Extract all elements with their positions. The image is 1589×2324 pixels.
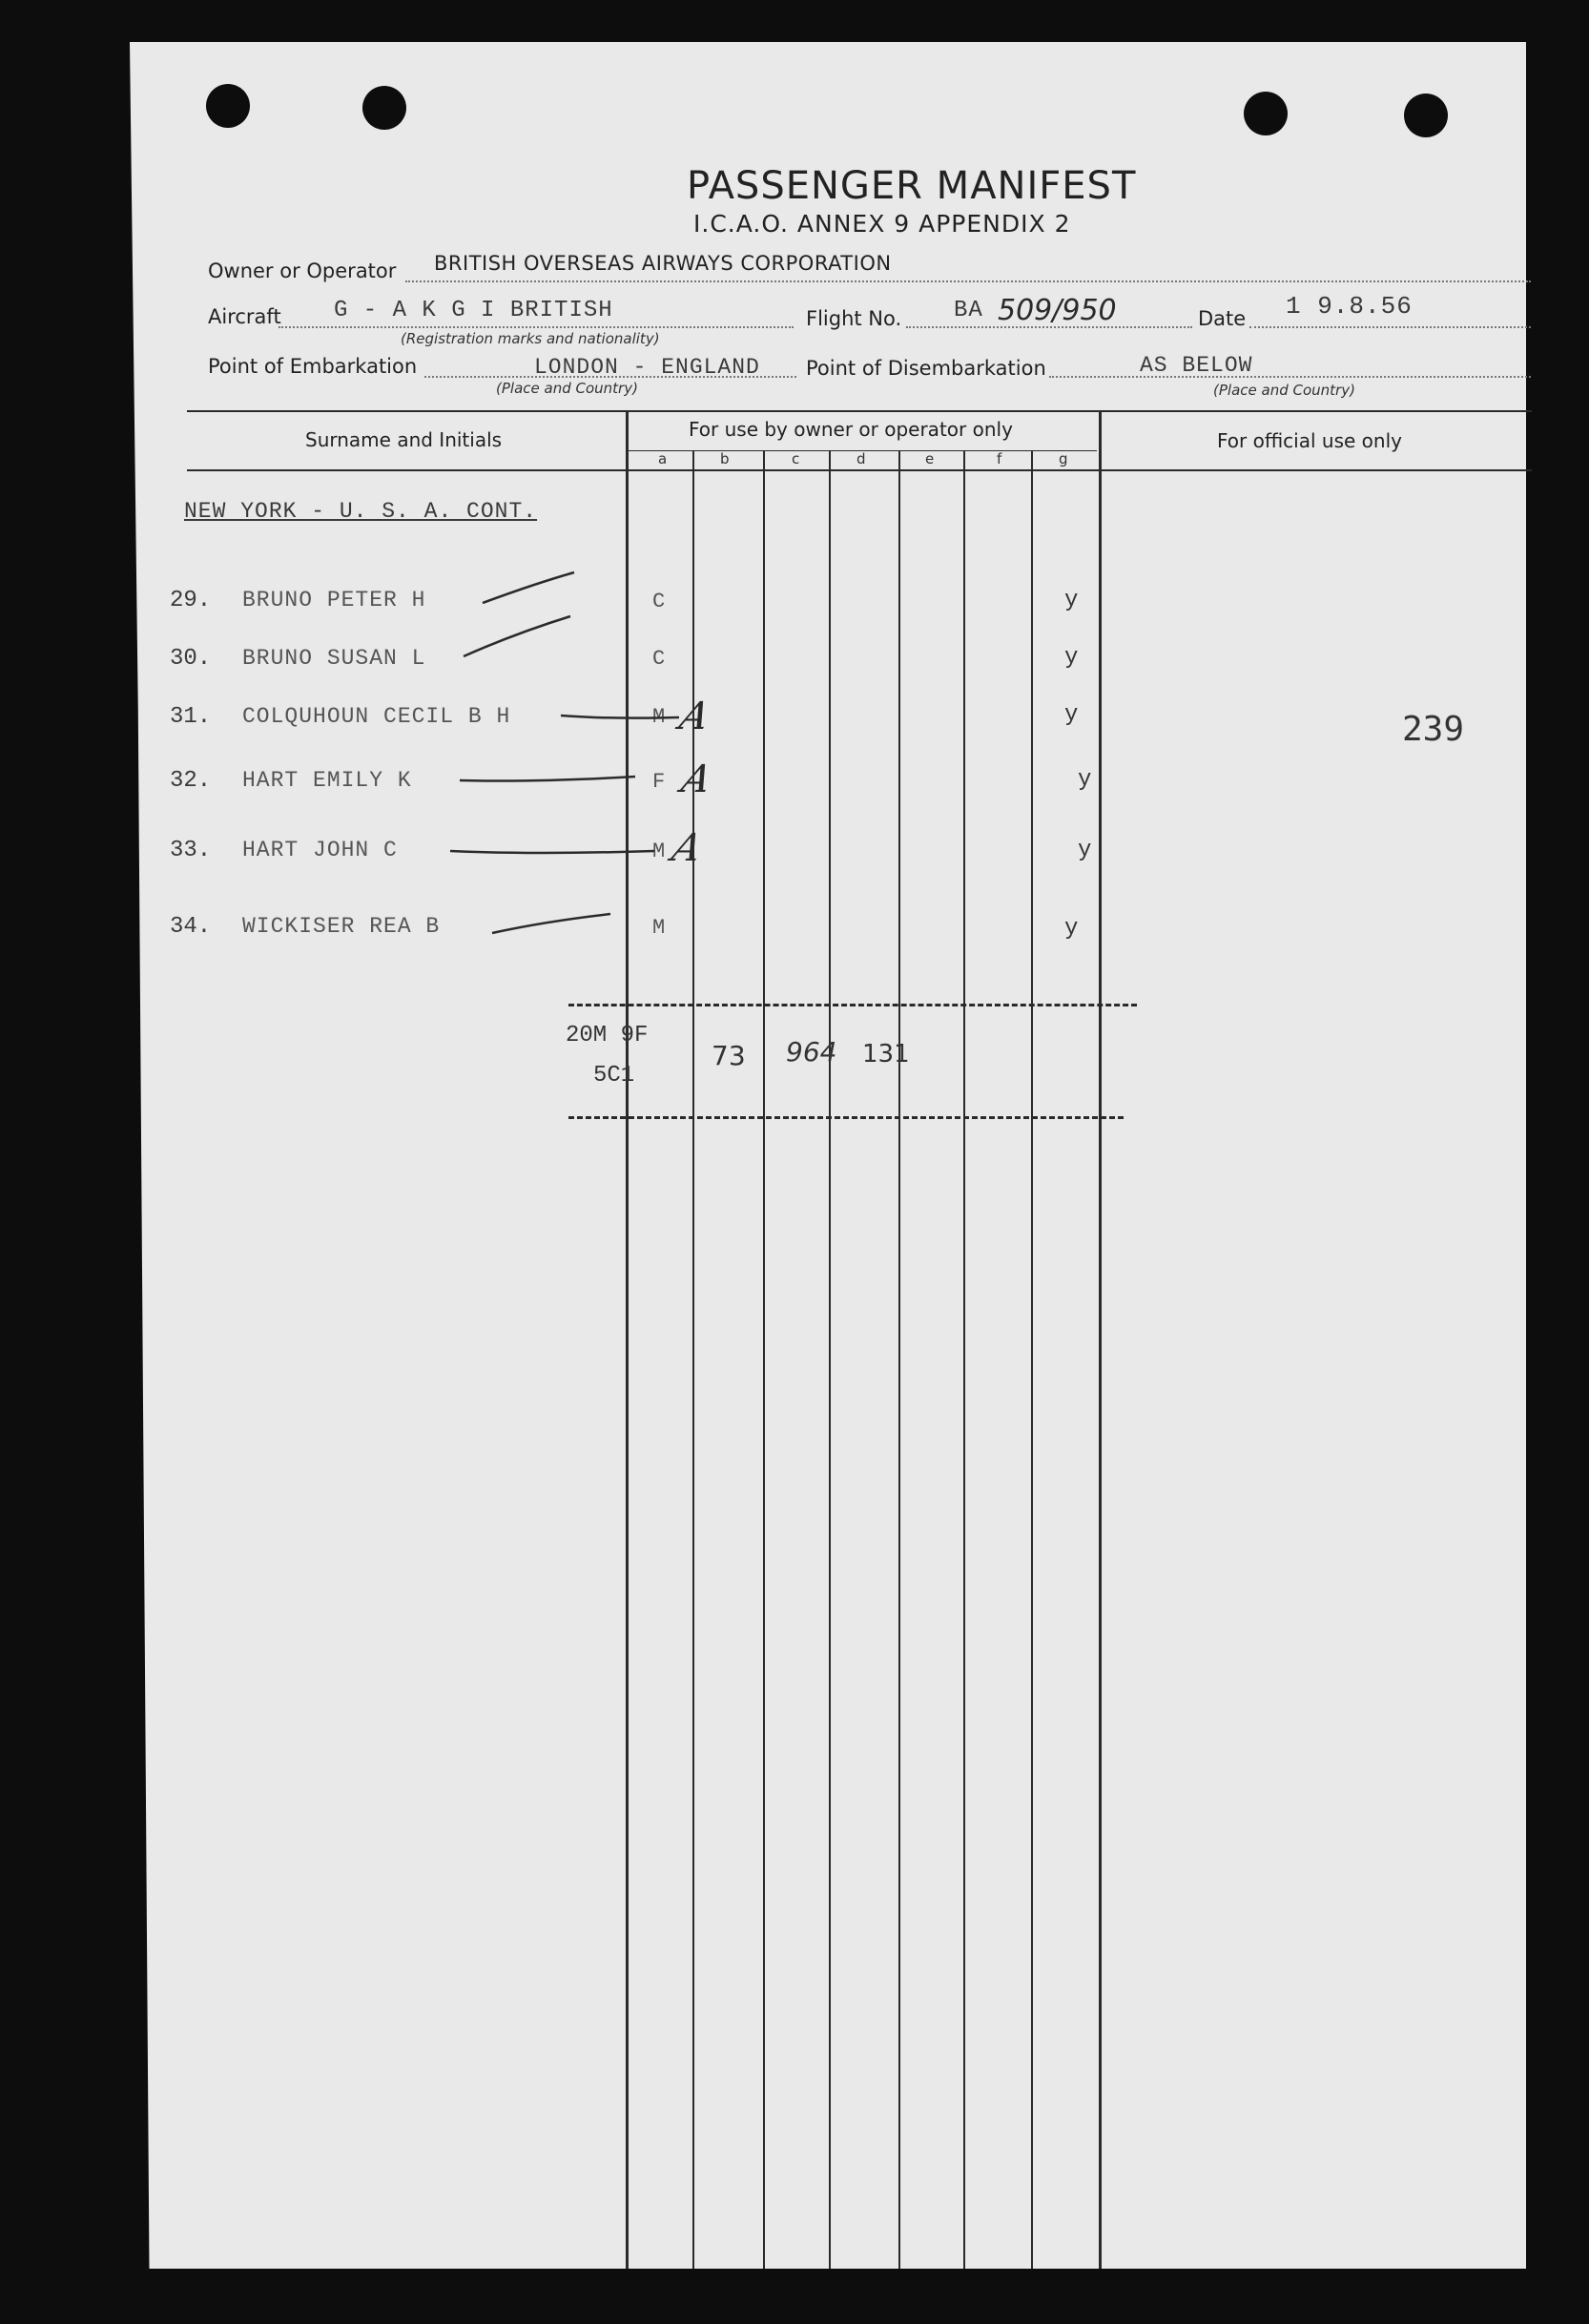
pen-stroke xyxy=(492,914,610,933)
row-number: 30. xyxy=(170,646,212,672)
totals-bottom-rule xyxy=(568,1116,1124,1119)
passenger-code: F xyxy=(652,770,666,794)
passenger-code: M xyxy=(652,840,666,863)
passenger-code: M xyxy=(652,705,666,729)
pen-stroke xyxy=(464,616,570,656)
registration-note: (Registration marks and nationality) xyxy=(401,330,660,347)
embarkation-note: (Place and Country) xyxy=(496,380,638,397)
handwritten-tick-mark: A xyxy=(674,695,715,738)
subcolumn-f-label: f xyxy=(997,450,1002,467)
flight-value-handwritten: 509/950 xyxy=(998,294,1117,327)
document-subtitle: I.C.A.O. ANNEX 9 APPENDIX 2 xyxy=(693,210,1071,238)
document-title: PASSENGER MANIFEST xyxy=(687,164,1137,208)
surname-column-header: Surname and Initials xyxy=(305,428,503,451)
totals-column-c: 964 xyxy=(786,1036,837,1068)
subcolumn-c-label: c xyxy=(792,450,800,467)
passenger-code: C xyxy=(652,590,666,613)
date-value: 1 9.8.56 xyxy=(1286,292,1413,321)
totals-column-d: 131 xyxy=(862,1040,910,1069)
official-use-column-header: For official use only xyxy=(1217,429,1402,452)
passenger-y-mark: y xyxy=(1078,767,1092,793)
subcolumn-g-label: g xyxy=(1059,450,1068,467)
row-number: 29. xyxy=(170,588,212,613)
subcolumn-a-label: a xyxy=(658,450,668,467)
page-number-stamp: 239 xyxy=(1402,710,1465,749)
embarkation-value: LONDON - ENGLAND xyxy=(534,355,760,380)
row-number: 33. xyxy=(170,838,212,863)
pen-stroke xyxy=(460,777,635,781)
passenger-y-mark: y xyxy=(1064,645,1079,671)
row-number: 31. xyxy=(170,704,212,730)
subcolumn-e-label: e xyxy=(925,450,935,467)
flight-label: Flight No. xyxy=(806,307,902,330)
passenger-y-mark: y xyxy=(1064,916,1079,942)
passenger-y-mark: y xyxy=(1078,838,1092,863)
owner-label: Owner or Operator xyxy=(208,259,397,282)
embarkation-label: Point of Embarkation xyxy=(208,355,418,378)
pen-stroke xyxy=(561,716,679,718)
subcolumn-b-label: b xyxy=(720,450,730,467)
aircraft-value: G - A K G I BRITISH xyxy=(334,298,613,323)
owner-use-column-header: For use by owner or operator only xyxy=(689,418,1013,441)
passenger-y-mark: y xyxy=(1064,702,1079,728)
totals-gender-count: 20M 9F xyxy=(566,1023,649,1048)
passenger-name: BRUNO PETER H xyxy=(242,588,426,612)
passenger-name: WICKISER REA B xyxy=(242,914,441,939)
disembarkation-label: Point of Disembarkation xyxy=(806,357,1046,380)
disembarkation-value: AS BELOW xyxy=(1140,353,1253,378)
passenger-name: COLQUHOUN CECIL B H xyxy=(242,704,511,729)
passenger-y-mark: y xyxy=(1064,588,1079,613)
totals-children-count: 5C1 xyxy=(593,1063,635,1089)
row-number: 34. xyxy=(170,914,212,940)
totals-top-rule xyxy=(568,1004,1137,1006)
section-heading: NEW YORK - U. S. A. CONT. xyxy=(184,499,538,524)
totals-column-b: 73 xyxy=(712,1040,746,1071)
date-label: Date xyxy=(1198,307,1247,330)
passenger-name: HART EMILY K xyxy=(242,768,412,793)
aircraft-label: Aircraft xyxy=(208,305,281,328)
disembarkation-note: (Place and Country) xyxy=(1213,382,1355,399)
handwritten-tick-mark: A xyxy=(667,826,708,870)
passenger-code: M xyxy=(652,916,666,940)
flight-value-typed: BA xyxy=(954,298,983,323)
handwritten-tick-mark: A xyxy=(676,757,717,801)
subcolumn-d-label: d xyxy=(856,450,866,467)
row-number: 32. xyxy=(170,768,212,794)
pen-stroke xyxy=(483,572,574,603)
passenger-code: C xyxy=(652,647,666,671)
passenger-name: BRUNO SUSAN L xyxy=(242,646,426,671)
owner-value: BRITISH OVERSEAS AIRWAYS CORPORATION xyxy=(434,252,892,275)
pen-stroke xyxy=(450,851,654,853)
passenger-name: HART JOHN C xyxy=(242,838,398,862)
